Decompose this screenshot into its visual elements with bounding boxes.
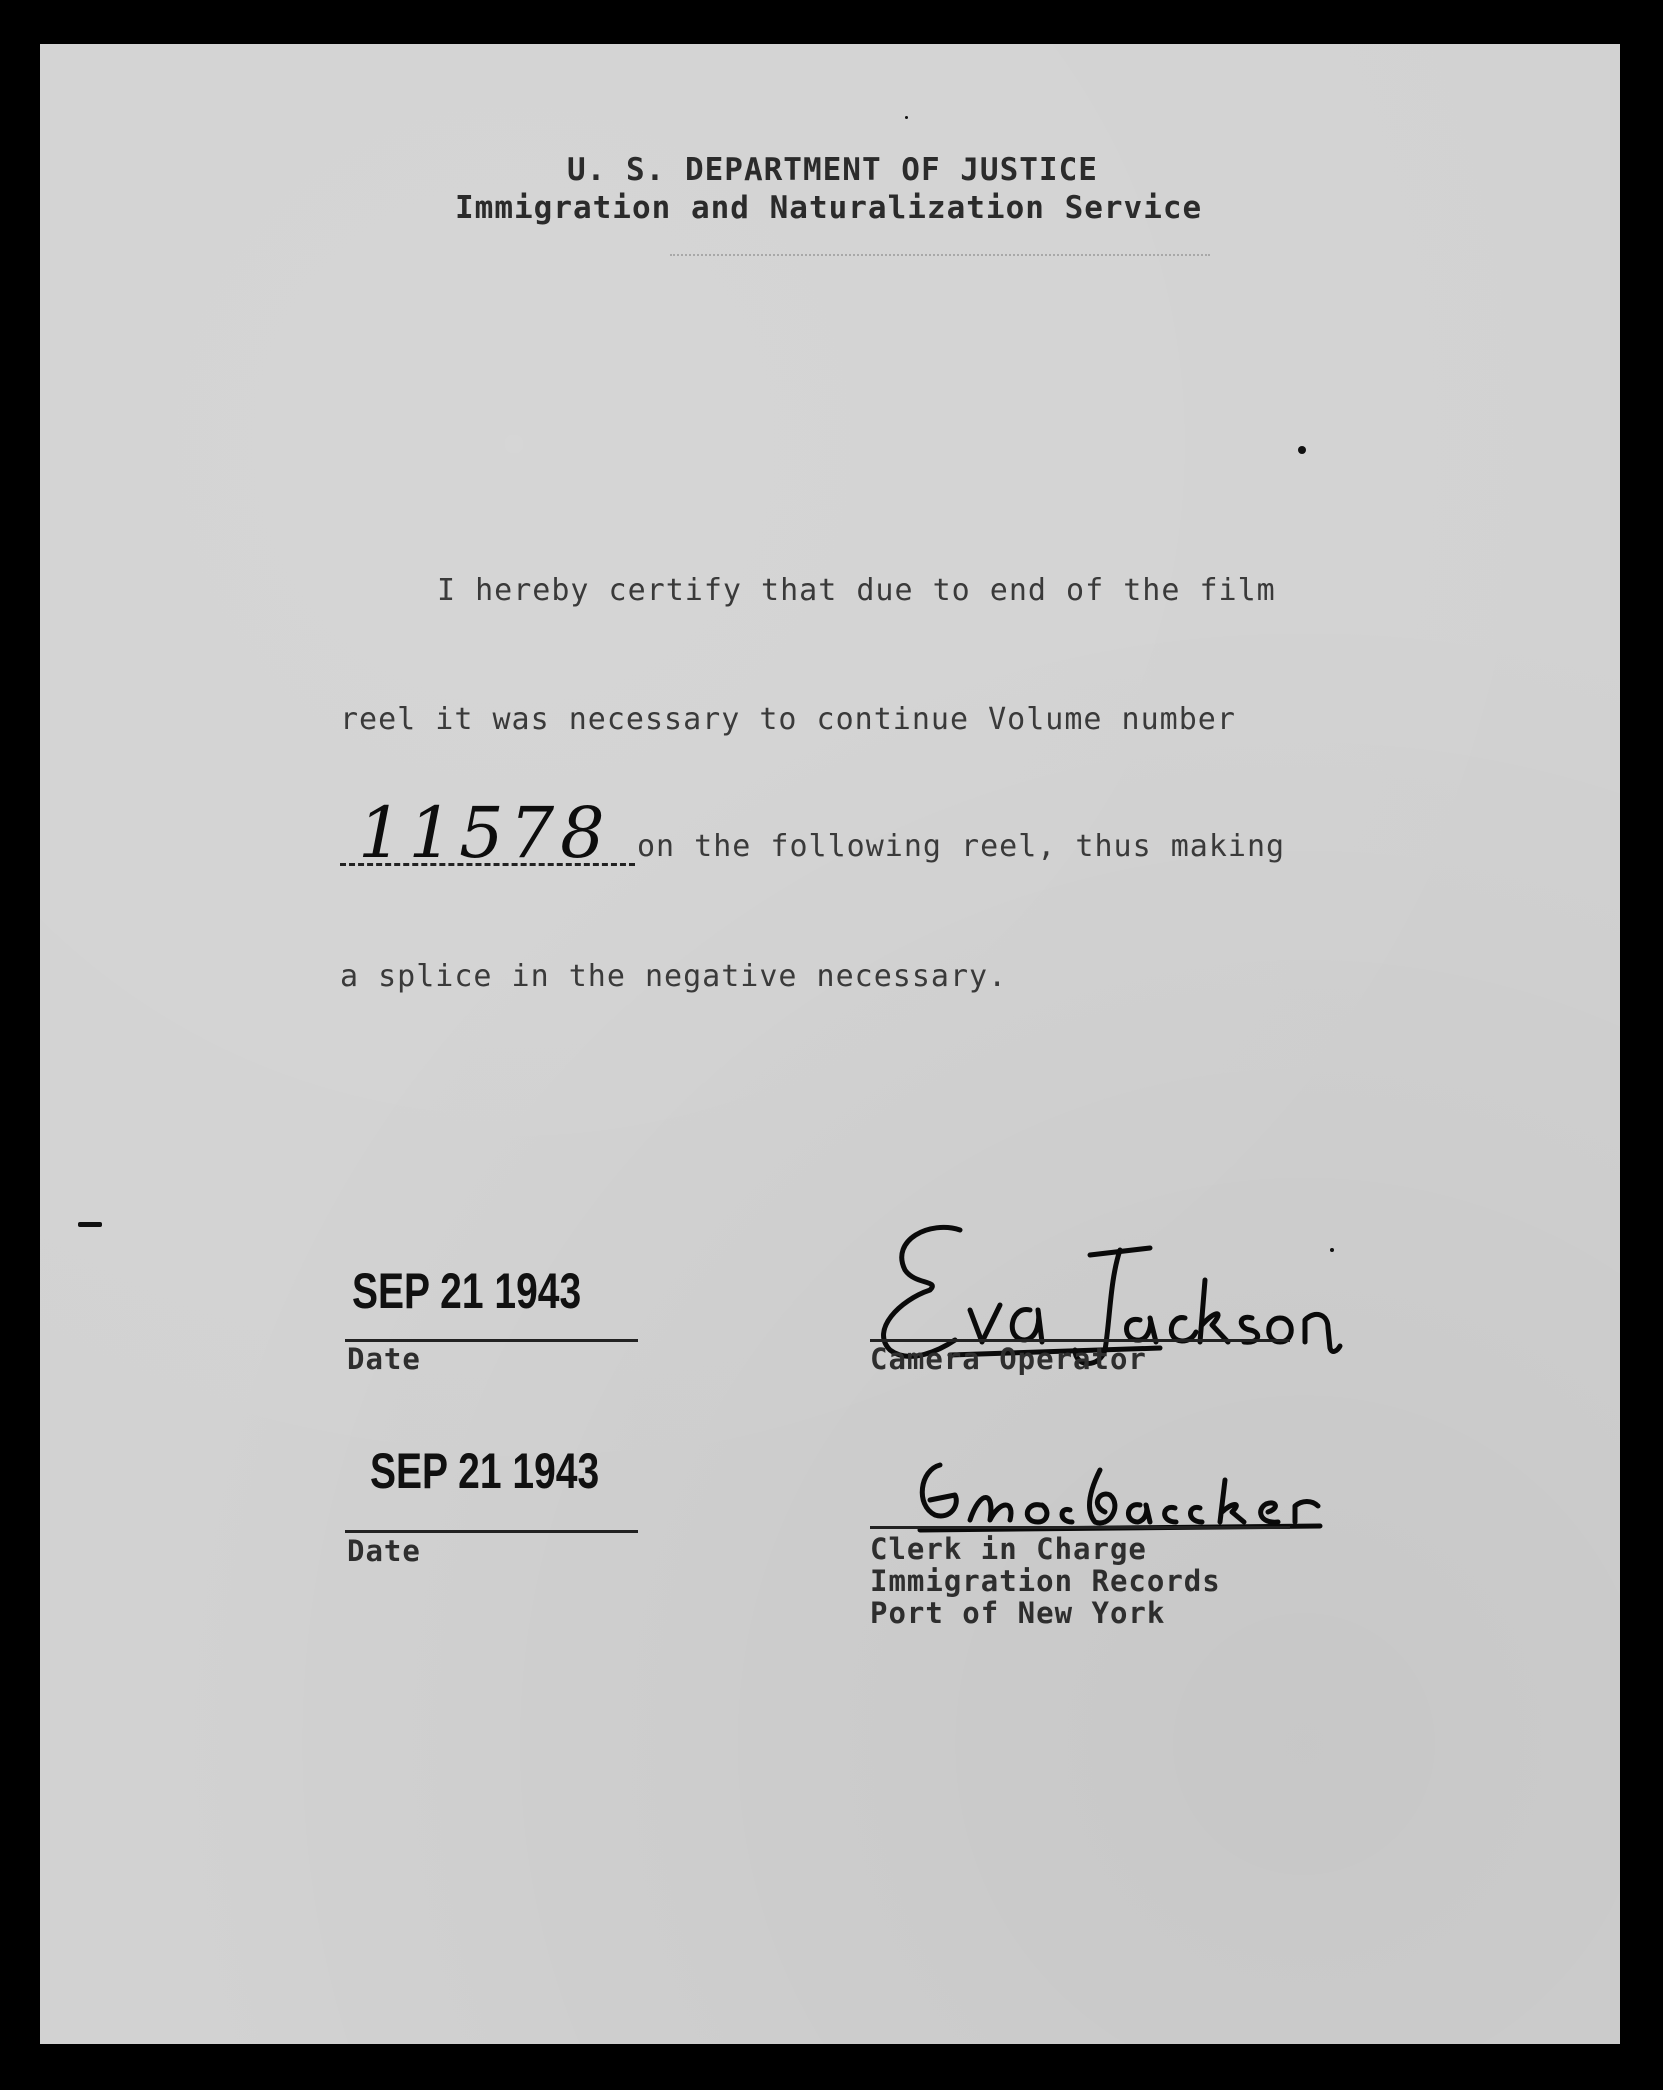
document-paper	[40, 44, 1620, 2044]
scan-speck	[1330, 1248, 1334, 1252]
scan-speck	[1298, 446, 1306, 454]
department-heading: U. S. DEPARTMENT OF JUSTICE	[567, 152, 1098, 188]
scan-speck	[78, 1222, 102, 1227]
clerk-title-line-1: Clerk in Charge	[870, 1532, 1147, 1566]
certificate-line-4: a splice in the negative necessary.	[340, 959, 1008, 994]
volume-number: 11578	[358, 792, 611, 874]
date-label-2: Date	[347, 1534, 421, 1568]
certificate-line-1: I hereby certify that due to end of the film	[437, 573, 1276, 608]
date-stamp-2: SEP 21 1943	[370, 1443, 600, 1499]
clerk-title-line-2: Immigration Records	[870, 1564, 1221, 1598]
date-line-2	[345, 1530, 638, 1533]
scan-speck	[905, 116, 908, 119]
date-label-1: Date	[347, 1342, 421, 1376]
date-stamp-1: SEP 21 1943	[352, 1263, 582, 1319]
volume-number-blank	[340, 863, 635, 866]
service-heading: Immigration and Naturalization Service	[455, 190, 1203, 226]
clerk-line	[870, 1526, 1290, 1529]
certificate-line-2: reel it was necessary to continue Volume number	[340, 702, 1236, 737]
certificate-line-3: on the following reel, thus making	[637, 829, 1286, 864]
clerk-title-line-3: Port of New York	[870, 1596, 1166, 1630]
camera-operator-title: Camera Operator	[870, 1342, 1147, 1376]
header-dotted-rule	[670, 254, 1210, 256]
